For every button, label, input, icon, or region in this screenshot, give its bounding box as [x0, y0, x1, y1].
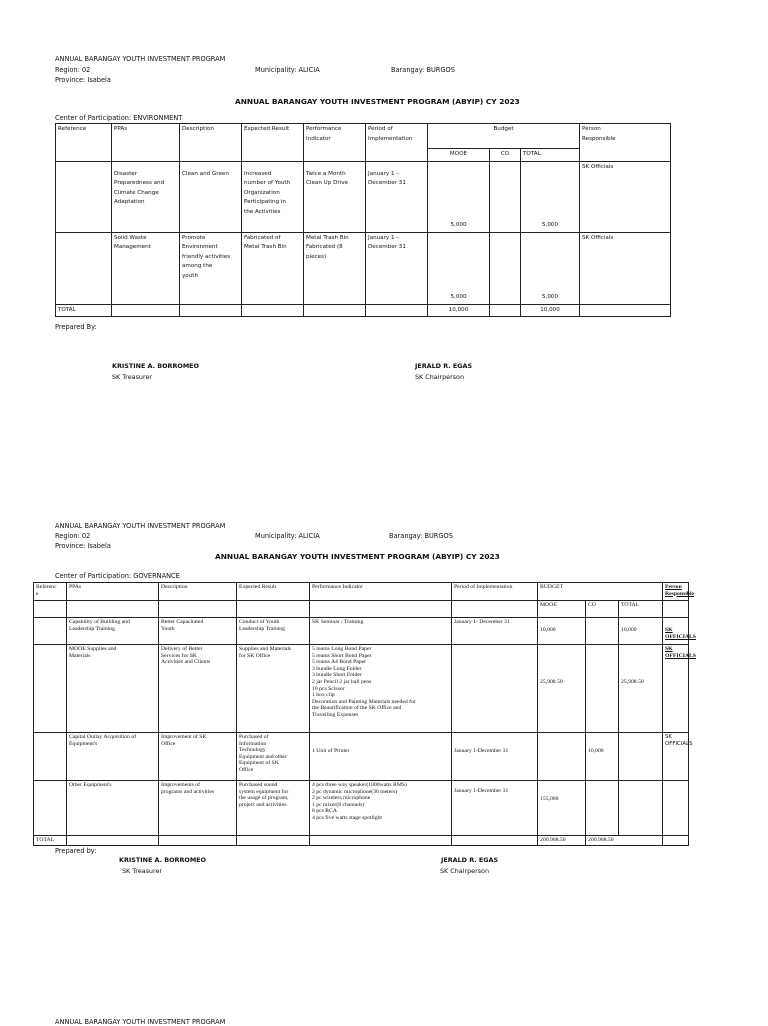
barangay: Barangay: BURGOS: [389, 532, 453, 540]
program-name: ANNUAL BARANGAY YOUTH INVESTMENT PROGRAM: [55, 55, 226, 63]
cell-period: January 1 – December 31: [366, 232, 428, 304]
table-total-row: [34, 836, 689, 846]
signatory-chairperson-position: SK Chairperson: [440, 867, 490, 875]
signatory-chairperson-name: JERALD R. EGAS: [415, 362, 473, 370]
cell-total: 25,908.50: [619, 645, 663, 733]
cell-mooe: 155,000: [538, 781, 586, 836]
total-total: [663, 836, 689, 846]
col-header-ppas: PPAs: [112, 124, 180, 162]
region: Region: 02: [55, 532, 91, 540]
municipality: Municipality: ALICIA: [255, 66, 320, 74]
total-total: 10,000: [521, 304, 580, 317]
cell-reference: [56, 232, 112, 304]
cell-co: [586, 618, 619, 645]
cell-mooe: 5,000: [428, 161, 490, 232]
page-title: ANNUAL BARANGAY YOUTH INVESTMENT PROGRAM (ABYIP) CY 2023: [215, 552, 500, 561]
cell-ppas: Capital Outlay Acquisition of Equipment's: [67, 733, 159, 781]
col-header-performance: Performance Indicator: [304, 124, 366, 162]
cell-total: 5,000: [521, 232, 580, 304]
cell-expected: Fabricated of Metal Trash Bin: [242, 232, 304, 304]
cell-co: [490, 161, 521, 232]
cell-reference: [34, 781, 67, 836]
abyip-table-governance: [33, 582, 696, 846]
program-name: ANNUAL BARANGAY YOUTH INVESTMENT PROGRAM: [55, 522, 226, 530]
cell-mooe: [538, 733, 586, 781]
cell-total: [619, 733, 663, 781]
col-header-expected: Expected Result: [237, 583, 310, 601]
col-header-mooe: MOOE: [428, 149, 490, 162]
signatory-chairperson-position: SK Chairperson: [415, 373, 465, 381]
cell-mooe: 25,908.50: [538, 645, 586, 733]
cell-person: [663, 781, 689, 836]
cell-expected: Supplies and Materials for SK Office: [237, 645, 310, 733]
col-header-expected: Expected Result: [242, 124, 304, 162]
cell-performance: SK Seminar / Training: [310, 618, 452, 645]
signatory-chairperson-name: JERALD R. EGAS: [441, 856, 499, 864]
program-name-partial: ANNUAL BARANGAY YOUTH INVESTMENT PROGRAM: [55, 1018, 226, 1026]
cell-period: January 1 – December 31: [366, 161, 428, 232]
col-header-reference: Reference: [56, 124, 112, 162]
cell-performance: Metal Trash Bin Fabricated (8 pieces): [304, 232, 366, 304]
cell-description: Improvements of programs and activities: [159, 781, 237, 836]
table-row: [56, 232, 671, 304]
table-row: [56, 161, 671, 232]
cell-performance: Twice a Month Clean Up Drive: [304, 161, 366, 232]
prepared-by-label: Prepared By:: [55, 323, 97, 331]
cell-person: SK Officials: [580, 161, 671, 232]
col-header-description: Description: [159, 583, 237, 601]
cell-co: [490, 232, 521, 304]
col-header-co: CO: [586, 601, 619, 618]
col-header-description: Description: [180, 124, 242, 162]
cell-mooe: 5,000: [428, 232, 490, 304]
table-header-row: [34, 583, 689, 601]
total-label: TOTAL: [56, 304, 112, 317]
cell-person: SK OFFICIALS: [663, 645, 689, 733]
province: Province: Isabela: [55, 76, 111, 84]
cell-ppas: Disaster Preparedness and Climate Change Adaptation: [112, 161, 180, 232]
table-row: [34, 645, 689, 733]
cell-co: [586, 645, 619, 733]
cell-person: SK OFFICIALS: [663, 618, 689, 645]
col-header-performance: Performance Indicator: [310, 583, 452, 601]
col-header-budget: Budget: [428, 124, 580, 149]
cell-total: 5,000: [521, 161, 580, 232]
cell-person: SK OFFICIALS: [663, 733, 689, 781]
col-header-co: CO: [490, 149, 521, 162]
signatory-treasurer-name: KRISTINE A. BORROMEO: [112, 362, 199, 370]
province: Province: Isabela: [55, 542, 111, 550]
cell-description: Better Capacitated Youth: [159, 618, 237, 645]
page-title: ANNUAL BARANGAY YOUTH INVESTMENT PROGRAM (ABYIP) CY 2023: [235, 97, 520, 106]
region: Region: 02: [55, 66, 91, 74]
cell-description: Promote Environment friendly activities among the youth: [180, 232, 242, 304]
cell-ppas: Other Equipment's: [67, 781, 159, 836]
cell-period: [452, 645, 538, 733]
cell-person: SK Officials: [580, 232, 671, 304]
col-header-period: Period of Implementation: [452, 583, 538, 601]
cell-ppas: Solid Waste Management: [112, 232, 180, 304]
col-header-reference: Referenc e: [34, 583, 67, 601]
abyip-table-environment: [55, 123, 671, 317]
cell-performance: 4 pcs three way speaker(1000watts RMS) 2 pc dynamic microphone(30 meters) 2 pc wireless microphone 1 pc mixer(8 channels) 8 pcs RCA 4 pcs five watts stage spotlight: [310, 781, 452, 836]
cell-period: January 1- December 31: [452, 618, 538, 645]
cell-total: 10,000: [619, 618, 663, 645]
table-subheader-row: [34, 601, 689, 618]
cell-ppas: Capability of Building and Leadership Training: [67, 618, 159, 645]
table-row: [34, 618, 689, 645]
cell-co: [586, 781, 619, 836]
signatory-treasurer-name: KRISTINE A. BORROMEO: [119, 856, 206, 864]
municipality: Municipality: ALICIA: [255, 532, 320, 540]
cell-expected: Purchased of Information Technology Equipment and other Equipment of SK Office: [237, 733, 310, 781]
total-co: 200,908.50: [586, 836, 663, 846]
col-header-total: TOTAL: [619, 601, 663, 618]
cell-reference: [34, 618, 67, 645]
cell-co: 10,000: [586, 733, 619, 781]
prepared-by-label: Prepared by:: [55, 847, 97, 855]
col-header-person: Person Responsible: [580, 124, 671, 162]
col-header-person: Person Responsible: [663, 583, 689, 601]
cell-performance: 5 reams Long Bond Paper 5 reams Short Bond Paper 5 reams A4 Bond Paper 3 bundle Long Folder 3 bundle Short Folder 2 jar Pencil 2 jar ball pens 10 pcs Scissor 1 box clip Decoration and Painting Materials needed for the Beautification of the SK Office and Travelling Expenses: [310, 645, 452, 733]
cell-period: January 1-December 31: [452, 781, 538, 836]
col-header-mooe: MOOE: [538, 601, 586, 618]
col-header-ppas: PPAs: [67, 583, 159, 601]
signatory-treasurer-position: SK Treasurer: [122, 867, 163, 875]
table-row: [34, 733, 689, 781]
col-header-total: TOTAL: [521, 149, 580, 162]
center-of-participation: Center of Participation: ENVIRONMENT: [55, 114, 183, 122]
cell-reference: [56, 161, 112, 232]
cell-reference: [34, 733, 67, 781]
cell-total: [619, 781, 663, 836]
cell-expected: Conduct of Youth Leadership Training: [237, 618, 310, 645]
table-header-row: [56, 124, 671, 149]
cell-ppas: MOOE Supplies and Materials: [67, 645, 159, 733]
cell-description: Improvement of SK Office: [159, 733, 237, 781]
cell-expected: Increased number of Youth Organization Participating in the Activities: [242, 161, 304, 232]
table-total-row: [56, 304, 671, 317]
cell-period: January 1-December 31: [452, 733, 538, 781]
cell-expected: Purchased sound system equipment for the usage of program, project and activities.: [237, 781, 310, 836]
barangay: Barangay: BURGOS: [391, 66, 455, 74]
total-mooe: 10,000: [428, 304, 490, 317]
center-of-participation: Center of Participation: GOVERNANCE: [55, 572, 180, 580]
table-row: [34, 781, 689, 836]
cell-mooe: 10,000: [538, 618, 586, 645]
total-label: TOTAL: [34, 836, 67, 846]
cell-description: Clean and Green: [180, 161, 242, 232]
total-mooe: 200,908.50: [538, 836, 586, 846]
col-header-period: Period of Implementation: [366, 124, 428, 162]
cell-reference: [34, 645, 67, 733]
col-header-budget: BUDGET: [538, 583, 663, 601]
total-co: [490, 304, 521, 317]
cell-description: Delivery of Better Services for SK Activities and Clients: [159, 645, 237, 733]
cell-performance: 1 Unit of Printer: [310, 733, 452, 781]
signatory-treasurer-position: SK Treasurer: [112, 373, 153, 381]
